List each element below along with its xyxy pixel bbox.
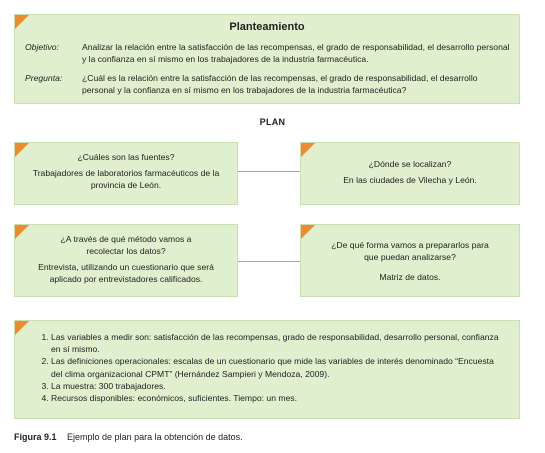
sources-answer: Trabajadores de laboratorios farmacéuticos de la provincia de León. [32, 168, 220, 191]
list-item: 3. La muestra: 300 trabajadores. [51, 380, 505, 392]
location-question: ¿Dónde se localizan? [368, 159, 452, 169]
method-box [14, 224, 238, 297]
figure-caption-text: Ejemplo de plan para la obtención de datos. [67, 432, 243, 442]
corner-triangle-icon [301, 143, 315, 157]
planteamiento-title: Planteamiento [229, 21, 305, 33]
preparation-answer: Matriz de datos. [379, 272, 441, 282]
corner-triangle-icon [301, 225, 315, 239]
pregunta-label: Pregunta: [25, 73, 63, 83]
planteamiento-box [14, 14, 520, 104]
preparation-box [300, 224, 520, 297]
sources-question: ¿Cuáles son las fuentes? [77, 152, 175, 162]
figure-number: Figura 9.1 [14, 432, 57, 442]
location-box [300, 142, 520, 205]
preparation-question: ¿De qué forma vamos a prepararlos para que puedan analizarse? [331, 240, 489, 263]
objetivo-label: Objetivo: [25, 42, 59, 52]
corner-triangle-icon [15, 225, 29, 239]
sources-box [14, 142, 238, 205]
pregunta-text: ¿Cuál es la relación entre la satisfacción de las recompensas, el grado de responsabilidad, el desarrollo personal y la confianza en sí mismo en los trabajadores de la industria farmacéutica? [82, 73, 478, 96]
connector-line [238, 261, 300, 262]
plan-heading: PLAN [259, 117, 286, 127]
method-answer: Entrevista, utilizando un cuestionario que será aplicado por entrevistadores calificados. [38, 262, 214, 285]
details-list [23, 331, 505, 404]
list-item: 1. Las variables a medir son: satisfacción de las recompensas, grado de responsabilidad, desarrollo personal, confianza en sí mismo. [51, 331, 505, 355]
location-answer: En las ciudades de Vilecha y León. [343, 175, 477, 185]
list-item: 2. Las definiciones operacionales: escalas de un cuestionario que mide las variables de interés denominado “Encuesta del clima organizacional CPMT” (Hernández Sampieri y Mendoza, 2009). [51, 355, 505, 379]
list-item: 4. Recursos disponibles: económicos, suficientes. Tiempo: un mes. [51, 392, 505, 404]
details-box [14, 320, 520, 419]
figure-caption [14, 432, 243, 442]
objetivo-text: Analizar la relación entre la satisfacción de las recompensas, el grado de responsabilidad, el desarrollo personal y la confianza en sí mismo en los trabajadores de la industria farmacéutica. [82, 42, 510, 65]
connector-line [238, 171, 300, 172]
method-question: ¿A través de qué método vamos a recolectar los datos? [60, 234, 192, 257]
